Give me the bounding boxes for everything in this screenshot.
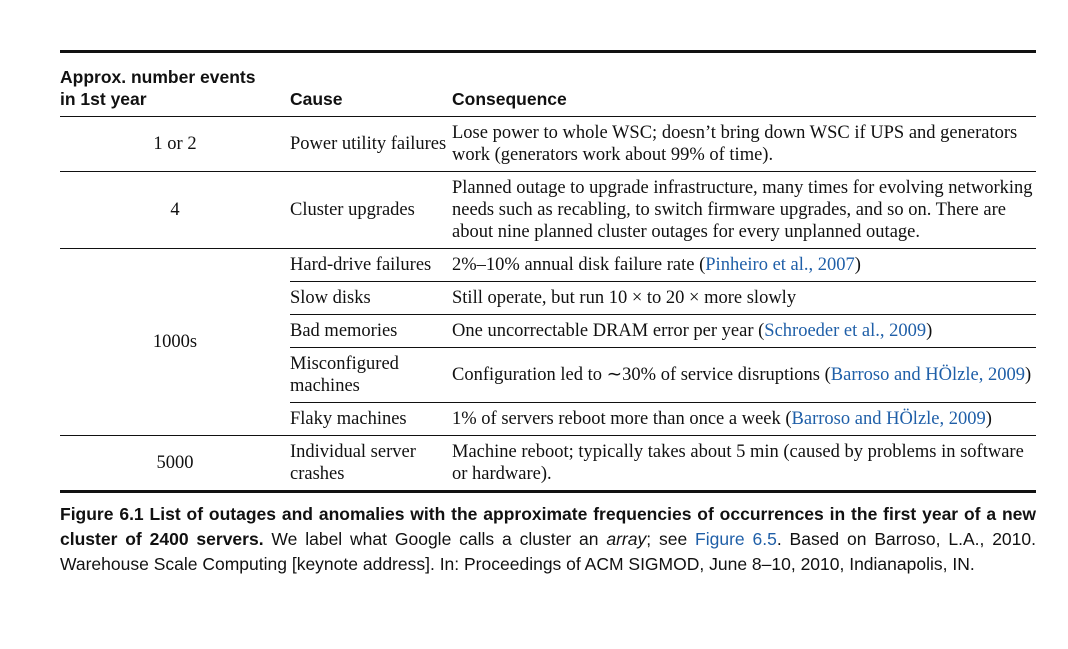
citation-link[interactable]: Pinheiro et al., 2007 <box>705 255 855 275</box>
caption-text: . Based on Barroso, L.A., 2010. Warehouse Scale Computing [keynote address]. In: Proceedings of ACM SIGMOD, June 8–10, 2010, Indianapolis, IN. <box>60 529 1036 574</box>
count-cell: 4 <box>60 172 290 249</box>
count-cell: 1 or 2 <box>153 134 197 154</box>
consequence-text-end: ) <box>1024 365 1032 385</box>
consequence-text: 1% of servers reboot more than once a week ( <box>452 409 792 429</box>
header-cause: Cause <box>290 89 343 109</box>
consequence-cell <box>452 315 1036 348</box>
table-row <box>60 436 1036 492</box>
header-events: Approx. number events in 1st year <box>60 67 256 109</box>
cause-cell: Individual server crashes <box>290 436 452 492</box>
consequence-text-end: ) <box>985 409 992 429</box>
caption-lead: Figure 6.1 List of outages and anomalies with the approximate frequencies of occurrences in the first year of a new cluster of 2400 servers. <box>60 504 1036 549</box>
cause-cell: Hard-drive failures <box>290 249 452 282</box>
consequence-cell: Still operate, but run 10 × to 20 × more slowly <box>452 282 1036 315</box>
citation-link[interactable]: Barroso and HÖlzle, 2009 <box>791 409 986 429</box>
cause-cell: Power utility failures <box>290 134 447 154</box>
consequence-text-end: ) <box>926 321 933 341</box>
outages-table <box>60 50 1036 493</box>
consequence-text: One uncorrectable DRAM error per year ( <box>452 321 765 341</box>
table-row <box>60 249 1036 282</box>
consequence-text-end: ) <box>854 255 861 275</box>
cause-cell: Cluster upgrades <box>290 172 452 249</box>
consequence-cell <box>452 249 1036 282</box>
figure-link[interactable]: Figure 6.5 <box>695 529 777 549</box>
caption-text: We label what Google calls a cluster an <box>263 529 607 549</box>
consequence-cell <box>452 403 1036 436</box>
cause-cell: Slow disks <box>290 282 452 315</box>
citation-link[interactable]: Schroeder et al., 2009 <box>764 321 927 341</box>
consequence-cell: Lose power to whole WSC; doesn’t bring down WSC if UPS and generators work (generators work about 99% of time). <box>452 123 1018 165</box>
cause-cell: Flaky machines <box>290 403 452 436</box>
document-page <box>60 50 1036 577</box>
caption-emphasis: array <box>606 529 647 549</box>
caption-text: ; see <box>646 529 696 549</box>
table-header <box>60 52 1036 117</box>
consequence-cell <box>452 348 1036 403</box>
header-consequence: Consequence <box>452 89 567 109</box>
cause-cell: Bad memories <box>290 315 452 348</box>
consequence-text: 2%–10% annual disk failure rate ( <box>452 255 706 275</box>
count-cell: 1000s <box>60 249 290 436</box>
cause-cell: Misconfigured machines <box>290 348 452 403</box>
count-cell: 5000 <box>60 436 290 492</box>
consequence-cell: Planned outage to upgrade infrastructure, many times for evolving networking needs such as recabling, to switch firmware upgrades, and so on. There are about nine planned cluster outages for every unplanned outage. <box>452 172 1036 249</box>
consequence-cell: Machine reboot; typically takes about 5 min (caused by problems in software or hardware). <box>452 436 1036 492</box>
consequence-text: Configuration led to ∼30% of service disruptions ( <box>452 365 831 385</box>
table-row <box>60 172 1036 249</box>
figure-caption <box>60 502 1036 577</box>
citation-link[interactable]: Barroso and HÖlzle, 2009 <box>830 365 1025 385</box>
table-row <box>60 117 1036 172</box>
